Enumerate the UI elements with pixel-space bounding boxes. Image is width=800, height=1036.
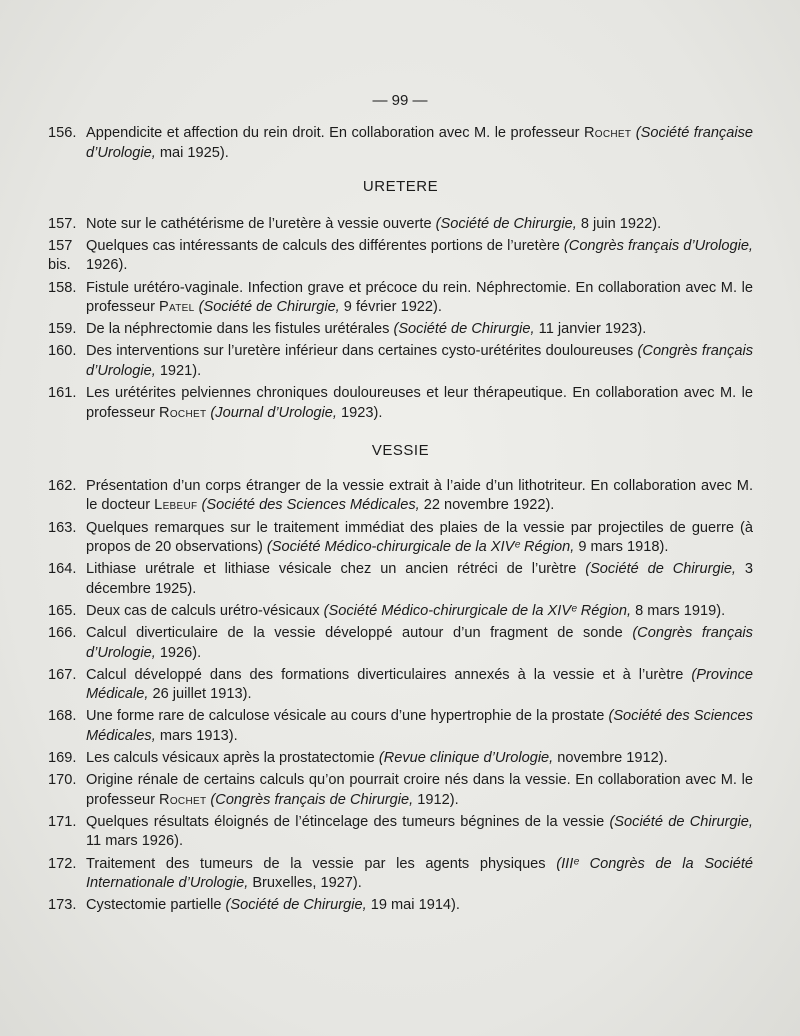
bibliography-entry [48,813,753,852]
entry-text: Origine rénale de certains calculs qu’on pourrait croire nés dans la vessie. En collaboration avec M. le professeur [86,772,753,808]
bibliography-entry [48,477,753,516]
bibliography-entry [48,237,753,276]
bibliography-entry [48,320,753,340]
entry-publication: (Société des Sciences Médicales, [86,708,753,744]
bibliography-entry [48,624,753,663]
entry-publication: (Société de Chirurgie, [609,813,753,830]
entry-text: Traitement des tumeurs de la vessie par les agents physiques [86,855,557,872]
bibliography-entry [48,602,753,622]
entry-publication: (Revue clinique d’Urologie, [378,750,554,767]
bibliography-entry [48,215,753,235]
entry-text: Quelques résultats éloignés de l’étincelage des tumeurs bégnines de la vessie [86,813,610,830]
entry-publication: (Société de Chirurgie, [585,561,736,578]
entry-date: 8 juin 1922). [576,215,662,232]
entry-date: 1923). [336,404,383,421]
entry-date: mai 1925). [155,144,229,161]
entry-text: Quelques remarques sur le traitement immédiat des plaies de la vessie par projectiles de guerre (à propos de 20 observations) [86,519,753,556]
entry-publication: (Journal d’Urologie, [210,404,337,421]
entry-date: 9 mars 1918). [574,539,669,556]
entry-publication: (Société des Sciences Médicales, [201,497,420,514]
entry-number: 160. [48,343,77,360]
entry-number: 171. [48,813,77,830]
entry-number: 169. [48,750,77,767]
bibliography-list [48,124,753,918]
entry-date: 8 mars 1919). [631,602,726,619]
entry-number: 159. [48,321,77,338]
entry-publication: (Congrès français d’Urologie, [563,237,753,254]
entry-date: 11 mars 1926). [86,833,184,850]
entry-number: 157. [48,215,77,232]
entry-publication: (IIIᵉ Congrès de la Société Internationale d’Urologie, [86,855,753,892]
entry-number: 166. [48,624,77,641]
entry-number: 172. [48,855,77,872]
bibliography-entry [48,124,753,163]
page-number: — 99 — [372,92,428,109]
entry-date: 3 décembre 1925). [86,561,753,597]
entry-text: Des interventions sur l’uretère inférieur dans certaines cysto-urétérites douloureuses [86,343,638,360]
entry-number: 167. [48,666,77,683]
entry-text: Note sur le cathétérisme de l’uretère à vessie ouverte [86,215,436,232]
bibliography-entry [48,519,753,558]
entry-text: Les urétérites pelviennes chroniques douloureuses et leur thérapeutique. En collaboration avec M. le professeur [86,385,753,421]
entry-text: Fistule urétéro-vaginale. Infection grave et précoce du rein. Néphrectomie. En collaboration avec M. le professeur [86,279,753,316]
entry-publication: (Société de Chirurgie, [198,299,340,316]
entry-text: Cystectomie partielle [86,897,226,914]
entry-publication: (Congrès français d’Urologie, [86,343,753,379]
entry-text: Calcul diverticulaire de la vessie développé autour d’un fragment de sonde [86,624,633,641]
bibliography-entry [48,855,753,894]
entry-text: Lithiase urétrale et lithiase vésicale chez un ancien rétréci de l’urètre [86,561,586,578]
entry-date: 1912). [413,791,459,808]
bibliography-entry [48,560,753,599]
entry-publication: (Congrès français de Chirurgie, [210,791,414,808]
entry-date: 1926). [86,257,128,274]
entry-number: 168. [48,708,77,725]
entry-publication: (Société de Chirurgie, [435,215,577,232]
entry-number: 165. [48,602,77,619]
entry-date: Bruxelles, 1927). [248,875,362,892]
entry-text: Deux cas de calculs urétro-vésicaux [86,602,324,619]
entry-author: Patel [159,299,195,316]
entry-author: Rochet [159,791,207,808]
entry-text: Quelques cas intéressants de calculs des différentes portions de l’uretère [86,237,564,254]
entry-publication: (Société française d’Urologie, [86,125,754,161]
entry-text: De la néphrectomie dans les fistules urétérales [86,321,394,338]
entry-number: 170. [48,772,77,789]
bibliography-entry [48,384,753,423]
entry-publication: (Province Médicale, [86,666,753,703]
entry-date: 11 janvier 1923). [534,321,647,338]
entry-author: Rochet [583,125,632,141]
entry-date: 26 juillet 1913). [148,686,252,703]
entry-date: novembre 1912). [553,750,668,767]
entry-date: 9 février 1922). [339,299,442,316]
entry-publication: (Société de Chirurgie, [225,897,367,914]
entry-date: 1921). [155,362,202,379]
bibliography-entry [48,749,753,769]
entry-date: mars 1913). [155,727,238,744]
entry-number: 163. [48,519,77,536]
entry-author: Rochet [159,404,207,421]
bibliography-entry [48,342,753,381]
bibliography-entry [48,279,753,318]
entry-number: 157 bis. [48,237,73,274]
entry-publication: (Société Médico-chirurgicale de la XIVᵉ Région, [323,602,632,619]
entry-text: Calcul développé dans des formations diverticulaires annexés à la vessie et à l’urètre [86,666,692,683]
entry-publication: (Société Médico-chirurgicale de la XIVᵉ Région, [266,539,575,556]
bibliography-entry [48,896,753,916]
entry-date: 1926). [155,644,202,661]
section-heading: VESSIE [371,442,430,460]
entry-publication: (Société de Chirurgie, [393,321,535,338]
bibliography-entry [48,707,753,746]
entry-text: Présentation d’un corps étranger de la vessie extrait à l’aide d’un lithotriteur. En collaboration avec M. le docteur [86,477,753,514]
entry-number: 156. [48,125,77,141]
section-heading: URETERE [362,178,439,196]
entry-number: 164. [48,561,77,578]
entry-author: Lebeuf [154,497,198,514]
entry-text: Les calculs vésicaux après la prostatectomie [86,750,379,767]
bibliography-entry [48,666,753,705]
entry-number: 173. [48,897,77,914]
entry-text: Appendicite et affection du rein droit. En collaboration avec M. le professeur [86,125,584,141]
entry-date: 19 mai 1914). [366,897,460,914]
entry-date: 22 novembre 1922). [419,497,555,514]
entry-number: 162. [48,477,77,494]
entry-publication: (Congrès français d’Urologie, [86,624,753,661]
bibliography-entry [48,771,753,810]
entry-number: 158. [48,279,77,296]
entry-number: 161. [48,385,77,402]
entry-text: Une forme rare de calculose vésicale au cours d’une hypertrophie de la prostate [86,708,609,725]
